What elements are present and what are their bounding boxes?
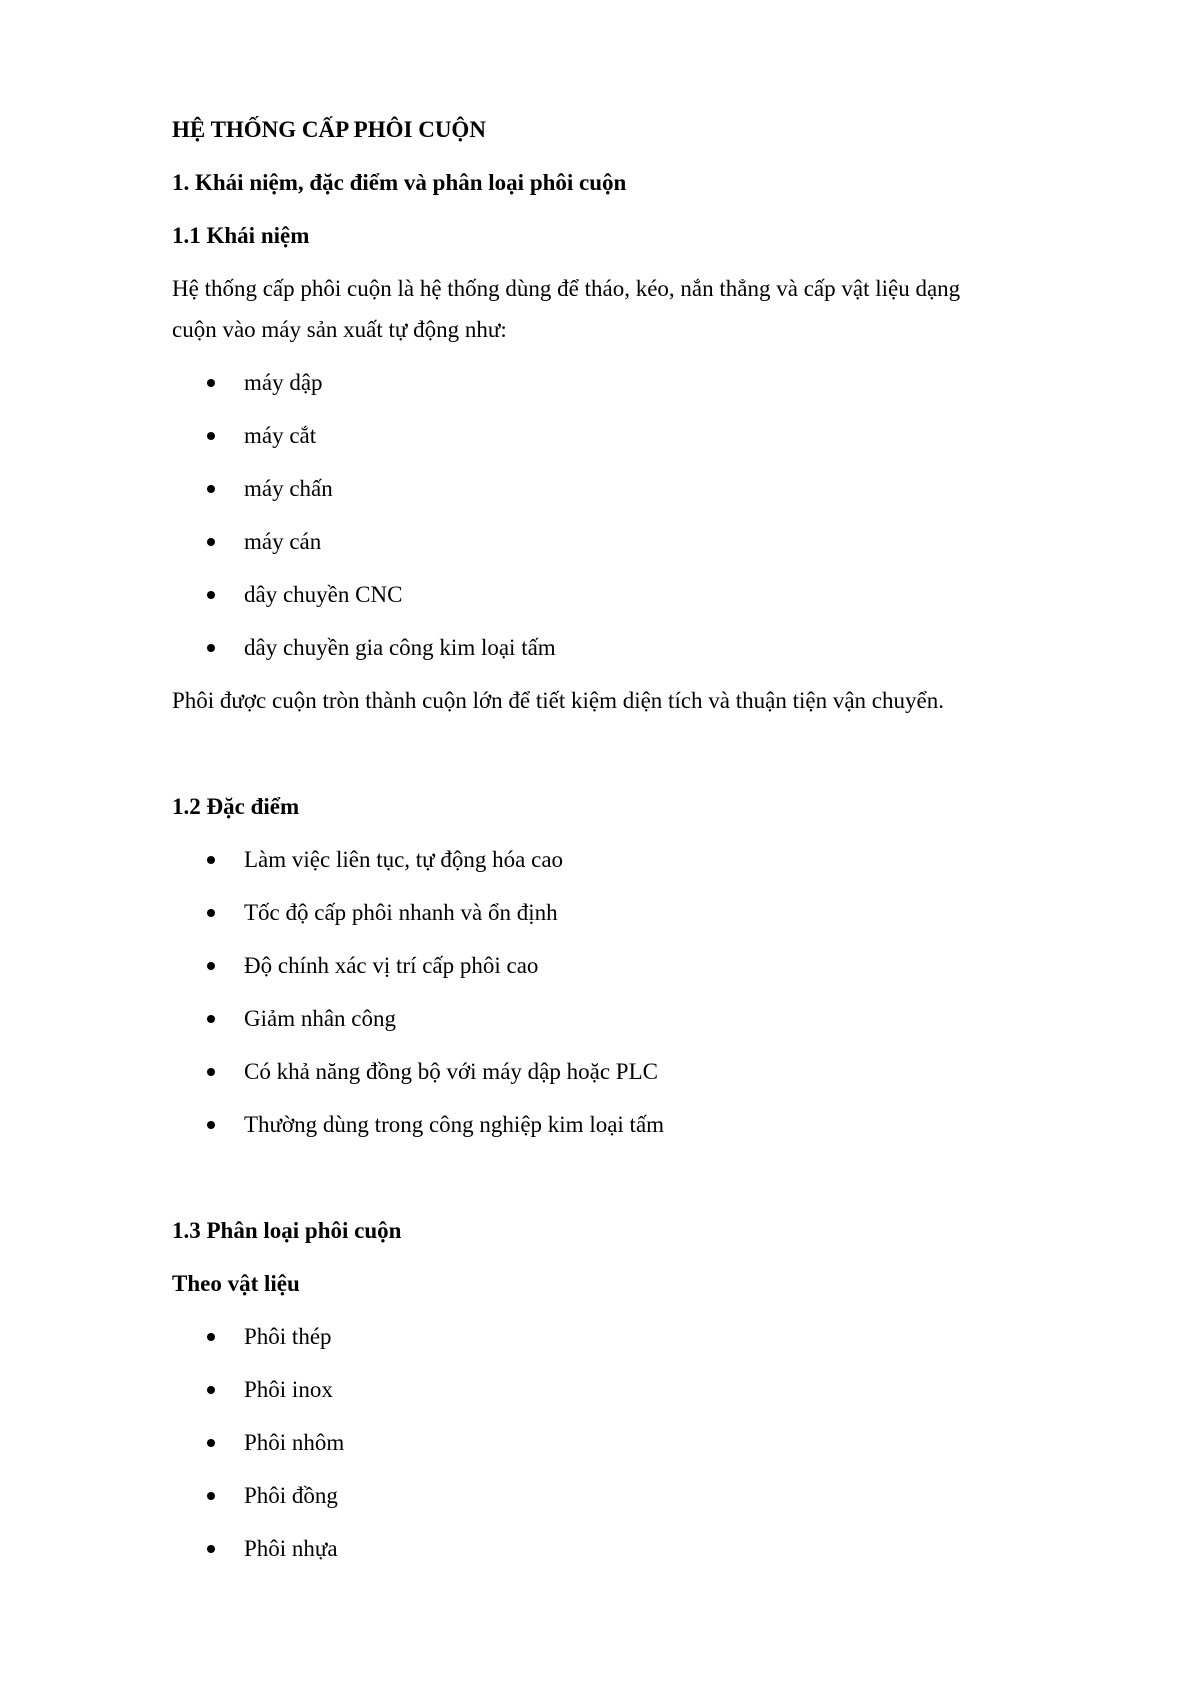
bullet-icon: [207, 1333, 215, 1341]
bullet-icon: [207, 962, 215, 970]
bullet-icon: [207, 1015, 215, 1023]
bullet-icon: [207, 538, 215, 546]
bullet-icon: [207, 1386, 215, 1394]
list-item-text: máy cắt: [244, 423, 317, 448]
list-item-text: dây chuyền gia công kim loại tấm: [244, 635, 556, 660]
paragraph-line: Phôi được cuộn tròn thành cuộn lớn để tiết kiệm diện tích và thuận tiện vận chuyển.: [172, 688, 944, 713]
bullet-icon: [207, 856, 215, 864]
list-item-text: Phôi nhôm: [244, 1430, 345, 1455]
bullet-icon: [207, 909, 215, 917]
list-item-text: Phôi thép: [244, 1324, 332, 1349]
bullet-icon: [207, 379, 215, 387]
section-1-1-heading: 1.1 Khái niệm: [172, 223, 310, 248]
list-item-text: Phôi đồng: [244, 1483, 338, 1508]
section-1-3-heading: 1.3 Phân loại phôi cuộn: [172, 1218, 402, 1243]
bullet-icon: [207, 1545, 215, 1553]
paragraph-line: Hệ thống cấp phôi cuộn là hệ thống dùng để tháo, kéo, nắn thẳng và cấp vật liệu dạng: [172, 276, 961, 301]
bullet-icon: [207, 591, 215, 599]
list-item-text: Phôi nhựa: [244, 1536, 338, 1561]
list-item-text: Thường dùng trong công nghiệp kim loại tấm: [244, 1112, 665, 1137]
list-item-text: Tốc độ cấp phôi nhanh và ổn định: [244, 900, 558, 925]
subsection-heading: Theo vật liệu: [172, 1271, 300, 1296]
section-1-2-heading: 1.2 Đặc điểm: [172, 794, 300, 819]
paragraph-line: cuộn vào máy sản xuất tự động như:: [172, 317, 507, 342]
bullet-icon: [207, 1439, 215, 1447]
bullet-icon: [207, 485, 215, 493]
list-item-text: dây chuyền CNC: [244, 582, 403, 607]
bullet-icon: [207, 644, 215, 652]
bullet-icon: [207, 1121, 215, 1129]
section-1-heading: 1. Khái niệm, đặc điểm và phân loại phôi cuộn: [172, 170, 627, 195]
bullet-icon: [207, 1492, 215, 1500]
bullet-icon: [207, 432, 215, 440]
document-title: HỆ THỐNG CẤP PHÔI CUỘN: [172, 117, 486, 142]
list-item-text: Phôi inox: [244, 1377, 333, 1402]
list-item-text: máy chấn: [244, 476, 333, 501]
list-item-text: Có khả năng đồng bộ với máy dập hoặc PLC: [244, 1059, 658, 1084]
list-item-text: Làm việc liên tục, tự động hóa cao: [244, 847, 564, 872]
bullet-icon: [207, 1068, 215, 1076]
list-item-text: Giảm nhân công: [244, 1006, 397, 1031]
list-item-text: Độ chính xác vị trí cấp phôi cao: [244, 953, 539, 978]
list-item-text: máy cán: [244, 529, 322, 554]
list-item-text: máy dập: [244, 370, 323, 395]
